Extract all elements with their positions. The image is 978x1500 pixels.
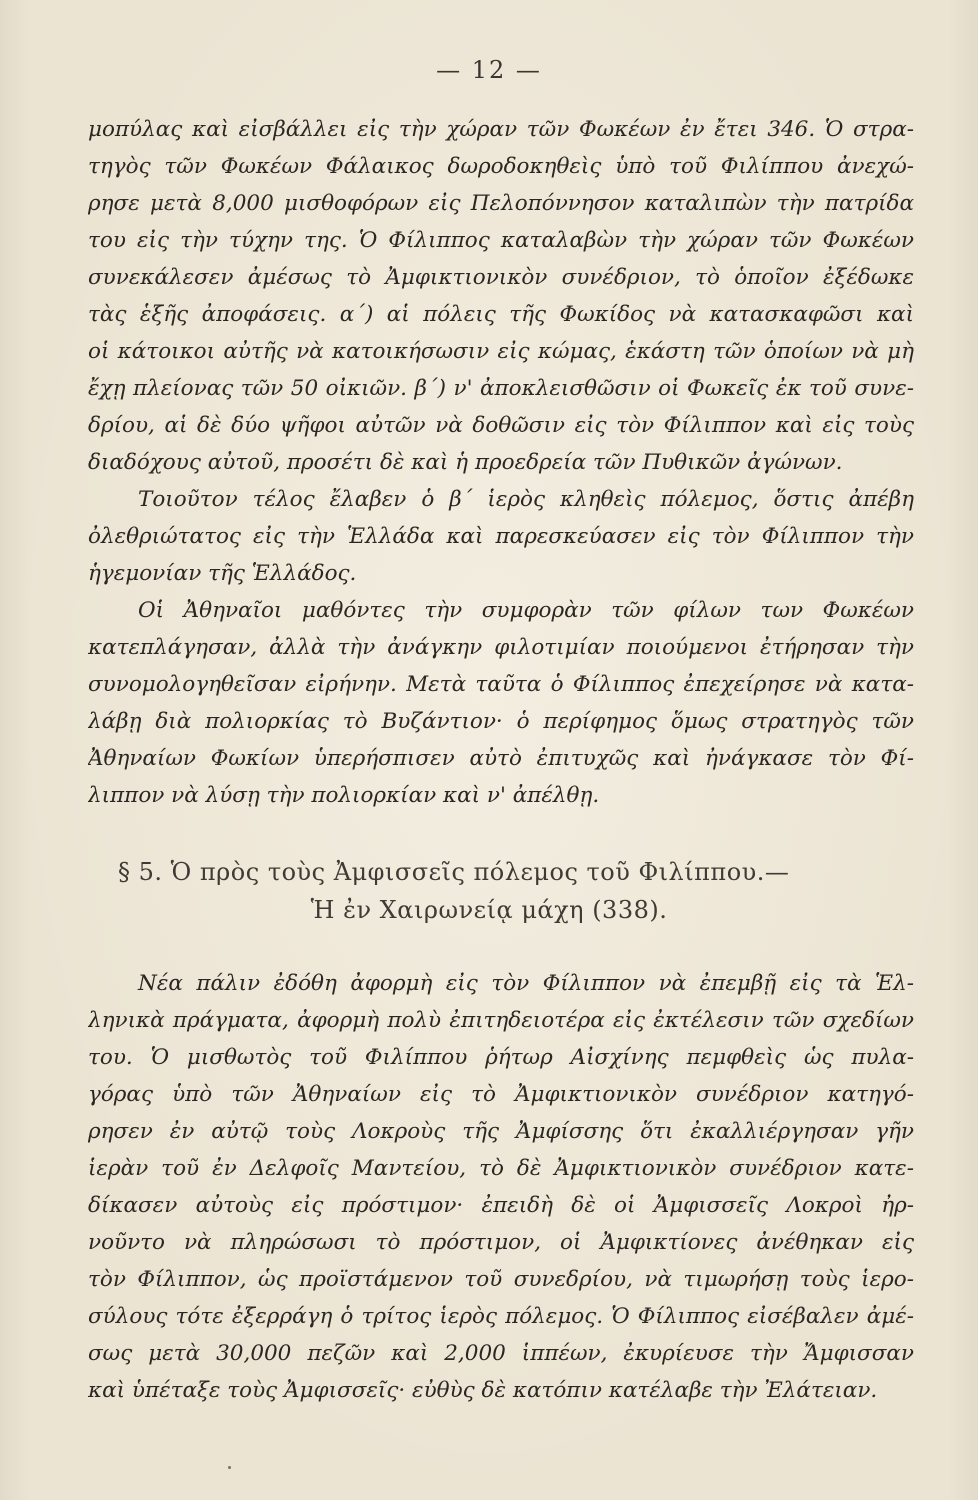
text-line: Τοιοῦτον τέλος ἔλαβεν ὁ β΄ ἱερὸς κληθεὶς πόλεμος, ὅστις ἀπέβη bbox=[138, 487, 914, 512]
text-line: δίκασεν αὐτοὺς εἰς πρόστιμον· ἐπειδὴ δὲ οἱ Ἀμφισσεῖς Λοκροὶ ἠρ- bbox=[88, 1193, 914, 1218]
text-line: συνομολογηθεῖσαν εἰρήνην. Μετὰ ταῦτα ὁ Φίλιππος ἐπεχείρησε νὰ κατα- bbox=[88, 672, 914, 697]
paragraph-2 bbox=[88, 481, 914, 592]
paper-speck bbox=[228, 1466, 231, 1469]
text-line: ρησε μετὰ 8,000 μισθοφόρων εἰς Πελοπόννησον καταλιπὼν τὴν πατρίδα bbox=[88, 191, 914, 216]
text-line: νοῦντο νὰ πληρώσωσι τὸ πρόστιμον, οἱ Ἀμφικτίονες ἀνέθηκαν εἰς bbox=[88, 1230, 914, 1255]
text-line: Οἱ Ἀθηναῖοι μαθόντες τὴν συμφορὰν τῶν φίλων των Φωκέων bbox=[138, 598, 914, 623]
text-line: σύλους τότε ἐξερράγη ὁ τρίτος ἱερὸς πόλεμος. Ὁ Φίλιππος εἰσέβαλεν ἀμέ- bbox=[88, 1304, 914, 1329]
text-line: μοπύλας καὶ εἰσβάλλει εἰς τὴν χώραν τῶν Φωκέων ἐν ἔτει 346. Ὁ στρα- bbox=[88, 117, 914, 142]
text-line: τηγὸς τῶν Φωκέων Φάλαικος δωροδοκηθεὶς ὑπὸ τοῦ Φιλίππου ἀνεχώ- bbox=[88, 154, 914, 179]
text-line: ἱερὰν τοῦ ἐν Δελφοῖς Μαντείου, τὸ δὲ Ἀμφικτιονικὸν συνέδριον κατε- bbox=[88, 1156, 914, 1181]
text-line: ἔχῃ πλείονας τῶν 50 οἰκιῶν. β΄) ν' ἀποκλεισθῶσιν οἱ Φωκεῖς ἐκ τοῦ συνε- bbox=[88, 376, 914, 401]
section-heading bbox=[0, 853, 978, 929]
section-heading-line: § 5. Ὁ πρὸς τοὺς Ἀμφισσεῖς πόλεμος τοῦ Φιλίππου.— bbox=[118, 858, 790, 886]
page-number: — 12 — bbox=[436, 56, 542, 84]
text-line: του. Ὁ μισθωτὸς τοῦ Φιλίππου ῥήτωρ Αἰσχίνης πεμφθεὶς ὡς πυλα- bbox=[88, 1045, 914, 1070]
text-line: ἡγεμονίαν τῆς Ἑλλάδος. bbox=[88, 561, 357, 586]
text-line: ὀλεθριώτατος εἰς τὴν Ἑλλάδα καὶ παρεσκεύασεν εἰς τὸν Φίλιππον τὴν bbox=[88, 524, 914, 549]
text-line: Νέα πάλιν ἐδόθη ἀφορμὴ εἰς τὸν Φίλιππον νὰ ἐπεμβῇ εἰς τὰ Ἑλ- bbox=[138, 971, 914, 996]
text-line: οἱ κάτοικοι αὐτῆς νὰ κατοικήσωσιν εἰς κώμας, ἑκάστη τῶν ὁποίων νὰ μὴ bbox=[88, 339, 914, 364]
text-line: λιππον νὰ λύσῃ τὴν πολιορκίαν καὶ ν' ἀπέλθῃ. bbox=[88, 783, 600, 808]
text-line: Ἀθηναίων Φωκίων ὑπερήσπισεν αὐτὸ ἐπιτυχῶς καὶ ἠνάγκασε τὸν Φί- bbox=[88, 746, 914, 771]
text-line: ληνικὰ πράγματα, ἀφορμὴ πολὺ ἐπιτηδειοτέρα εἰς ἐκτέλεσιν τῶν σχεδίων bbox=[88, 1008, 914, 1033]
text-line: λάβῃ διὰ πολιορκίας τὸ Βυζάντιον· ὁ περίφημος ὅμως στρατηγὸς τῶν bbox=[88, 709, 914, 734]
section-heading-line: Ἡ ἐν Χαιρωνείᾳ μάχη (338). bbox=[310, 896, 668, 924]
paragraph-1 bbox=[88, 111, 914, 481]
paragraph-4 bbox=[88, 965, 914, 1409]
text-line: καὶ ὑπέταξε τοὺς Ἀμφισσεῖς· εὐθὺς δὲ κατόπιν κατέλαβε τὴν Ἐλάτειαν. bbox=[88, 1378, 878, 1403]
text-line: ρησεν ἐν αὐτῷ τοὺς Λοκροὺς τῆς Ἀμφίσσης ὅτι ἐκαλλιέργησαν γῆν bbox=[88, 1119, 914, 1144]
text-line: τὰς ἑξῆς ἀποφάσεις. α΄) αἱ πόλεις τῆς Φωκίδος νὰ κατασκαφῶσι καὶ bbox=[88, 302, 914, 327]
text-line: του εἰς τὴν τύχην της. Ὁ Φίλιππος καταλαβὼν τὴν χώραν τῶν Φωκέων bbox=[88, 228, 914, 253]
text-line: δρίου, αἱ δὲ δύο ψῆφοι αὐτῶν νὰ δοθῶσιν εἰς τὸν Φίλιππον καὶ εἰς τοὺς bbox=[88, 413, 914, 438]
text-line: κατεπλάγησαν, ἀλλὰ τὴν ἀνάγκην φιλοτιμίαν ποιούμενοι ἐτήρησαν τὴν bbox=[88, 635, 914, 660]
text-line: τὸν Φίλιππον, ὡς προϊστάμενον τοῦ συνεδρίου, νὰ τιμωρήσῃ τοὺς ἱερο- bbox=[88, 1267, 914, 1292]
text-line: γόρας ὑπὸ τῶν Ἀθηναίων εἰς τὸ Ἀμφικτιονικὸν συνέδριον κατηγό- bbox=[88, 1082, 914, 1107]
text-line: διαδόχους αὐτοῦ, προσέτι δὲ καὶ ἡ προεδρεία τῶν Πυθικῶν ἀγώνων. bbox=[88, 450, 843, 475]
paragraph-3 bbox=[88, 592, 914, 814]
text-line: σως μετὰ 30,000 πεζῶν καὶ 2,000 ἱππέων, ἐκυρίευσε τὴν Ἄμφισσαν bbox=[88, 1341, 914, 1366]
text-line: συνεκάλεσεν ἀμέσως τὸ Ἀμφικτιονικὸν συνέδριον, τὸ ὁποῖον ἐξέδωκε bbox=[88, 265, 914, 290]
